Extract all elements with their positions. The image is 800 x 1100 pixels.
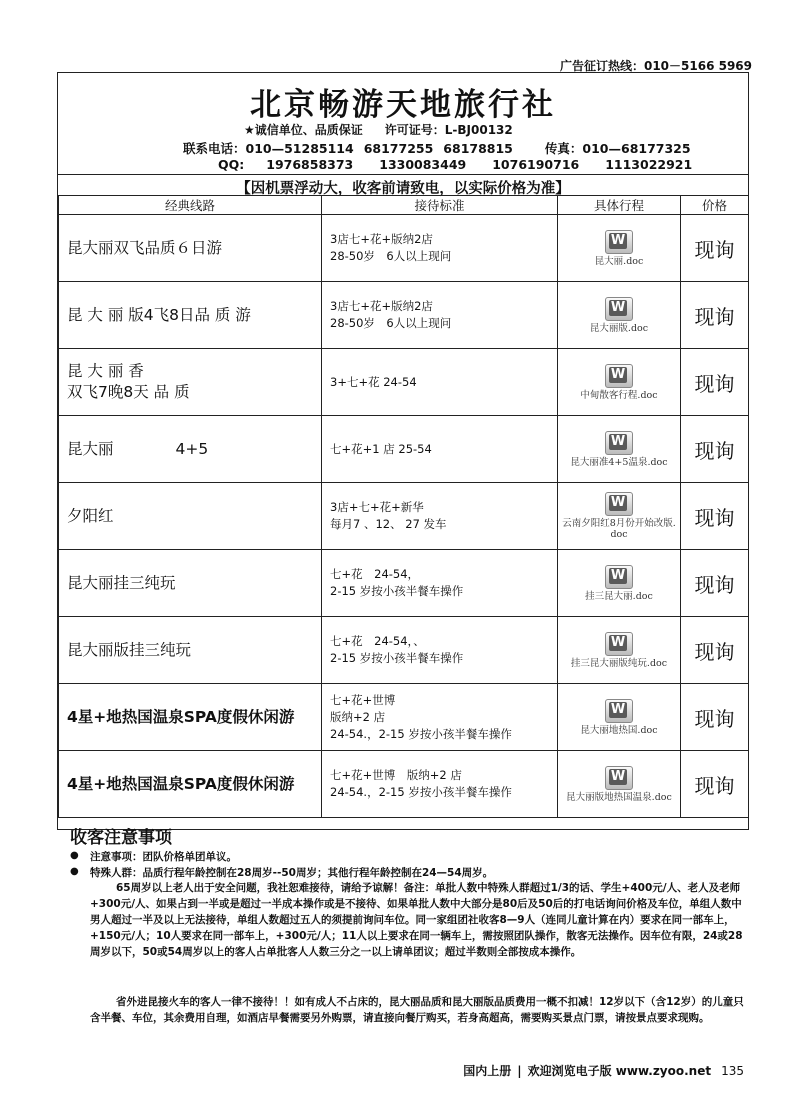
reception-standard bbox=[322, 617, 558, 684]
standard-line: 七+花+1 店 25-54 bbox=[330, 441, 432, 456]
contact-row bbox=[183, 139, 701, 157]
header-route: 经典线路 bbox=[59, 196, 322, 215]
table-row bbox=[59, 349, 749, 416]
tagline-row bbox=[244, 121, 513, 138]
itinerary-attachment[interactable] bbox=[558, 349, 681, 416]
attachment-filename[interactable]: 昆大丽准4+5温泉.doc bbox=[570, 456, 668, 468]
word-document-icon[interactable]: W bbox=[605, 492, 633, 516]
word-document-icon[interactable]: W bbox=[605, 632, 633, 656]
table-row bbox=[59, 751, 749, 818]
header-itinerary: 具体行程 bbox=[558, 196, 681, 215]
standard-line: 24-54.，2-15 岁按小孩半餐车操作 bbox=[330, 726, 512, 741]
word-document-icon[interactable]: W bbox=[605, 766, 633, 790]
route-name: 4星+地热国温泉SPA度假休闲游 bbox=[59, 751, 322, 818]
itinerary-attachment[interactable] bbox=[558, 550, 681, 617]
price-value: 现询 bbox=[681, 349, 749, 416]
route-name: 夕阳红 bbox=[59, 483, 322, 550]
table-row bbox=[59, 550, 749, 617]
table-row bbox=[59, 282, 749, 349]
header-price: 价格 bbox=[681, 196, 749, 215]
note-item-1: 注意事项：团队价格单团单议。 bbox=[90, 851, 237, 863]
attachment-filename[interactable]: 昆大丽.doc bbox=[594, 255, 644, 267]
reception-standard bbox=[322, 282, 558, 349]
attachment-filename[interactable]: 昆大丽版地热国温泉.doc bbox=[566, 791, 672, 803]
standard-line: 3店+七+花+新华 bbox=[330, 500, 424, 514]
route-name: 昆 大 丽 香 双飞7晚8天 品 质 bbox=[59, 349, 322, 416]
reception-standard bbox=[322, 349, 558, 416]
qq-1: 1976858373 bbox=[266, 157, 354, 172]
page-footer bbox=[463, 1062, 744, 1079]
qq-row bbox=[218, 157, 718, 172]
word-document-icon[interactable]: W bbox=[605, 230, 633, 254]
bullet-icon: ● bbox=[70, 850, 79, 861]
price-value: 现询 bbox=[681, 215, 749, 282]
phone-label: 联系电话： bbox=[183, 141, 246, 156]
itinerary-attachment[interactable] bbox=[558, 684, 681, 751]
standard-line: 24-54.，2-15 岁按小孩半餐车操作 bbox=[330, 785, 512, 799]
attachment-filename[interactable]: 中甸散客行程.doc bbox=[580, 389, 658, 401]
standard-line: 28-50岁 6人以上现问 bbox=[330, 316, 452, 330]
qq-4: 1113022921 bbox=[605, 157, 693, 172]
reception-standard bbox=[322, 483, 558, 550]
standard-line: 2-15 岁按小孩半餐车操作 bbox=[330, 651, 464, 665]
footer-slogan[interactable]: 欢迎浏览电子版 www.zyoo.net bbox=[527, 1064, 712, 1078]
word-document-icon[interactable]: W bbox=[605, 431, 633, 455]
table-row bbox=[59, 416, 749, 483]
price-value: 现询 bbox=[681, 751, 749, 818]
footer-section: 国内上册 bbox=[463, 1064, 512, 1078]
tagline: ★诚信单位、品质保证 bbox=[244, 123, 363, 137]
standard-line: 28-50岁 6人以上现问 bbox=[330, 249, 452, 263]
standard-line: 3店七+花+版纳2店 bbox=[330, 232, 433, 246]
table-header-row bbox=[59, 196, 749, 215]
standard-line: 版纳+2 店 bbox=[330, 709, 386, 724]
price-value: 现询 bbox=[681, 416, 749, 483]
route-name: 昆大丽 4+5 bbox=[59, 416, 322, 483]
note-paragraph-2: 省外进昆接火车的客人一律不接待！！如有成人不占床的，昆大丽品质和昆大丽版品质费用一概不扣减！12岁以下（含12岁）的儿童只含半餐、车位，其余费用自理，如酒店早餐需要另外购票，请直接向餐厅购买，若身高超高，需要购买景点门票，请按景点要求现购。 bbox=[90, 996, 744, 1024]
route-name: 4星+地热国温泉SPA度假休闲游 bbox=[59, 684, 322, 751]
table-row bbox=[59, 617, 749, 684]
reception-standard bbox=[322, 751, 558, 818]
price-value: 现询 bbox=[681, 684, 749, 751]
price-value: 现询 bbox=[681, 282, 749, 349]
table-row bbox=[59, 215, 749, 282]
note-item-2: 特殊人群：品质行程年龄控制在28周岁--50周岁；其他行程年龄控制在24—54周岁。 bbox=[90, 867, 494, 879]
price-value: 现询 bbox=[681, 550, 749, 617]
standard-line: 3+七+花 24-54 bbox=[330, 374, 417, 389]
table-row bbox=[59, 483, 749, 550]
fax-label: 传真： bbox=[544, 141, 583, 156]
standard-line: 七+花+世博 版纳+2 店 bbox=[330, 768, 462, 782]
ad-hotline: 广告征订热线：010－5166 5969 bbox=[559, 59, 752, 73]
itinerary-attachment[interactable] bbox=[558, 282, 681, 349]
itinerary-attachment[interactable] bbox=[558, 751, 681, 818]
reception-standard bbox=[322, 684, 558, 751]
footer-separator: | bbox=[517, 1064, 522, 1078]
bullet-icon: ● bbox=[70, 866, 79, 877]
word-document-icon[interactable]: W bbox=[605, 699, 633, 723]
word-document-icon[interactable]: W bbox=[605, 565, 633, 589]
route-name: 昆大丽挂三纯玩 bbox=[59, 550, 322, 617]
standard-line: 3店七+花+版纳2店 bbox=[330, 299, 433, 313]
standard-line: 每月7 、12、 27 发车 bbox=[330, 517, 447, 531]
reception-standard bbox=[322, 550, 558, 617]
price-notice: 【因机票浮动大，收客前请致电，以实际价格为准】 bbox=[58, 174, 748, 198]
reception-standard bbox=[322, 215, 558, 282]
fax-number: 010—68177325 bbox=[582, 141, 691, 156]
attachment-filename[interactable]: 挂三昆大丽版纯玩.doc bbox=[570, 657, 668, 669]
attachment-filename[interactable]: 挂三昆大丽.doc bbox=[585, 590, 653, 602]
attachment-filename[interactable]: 昆大丽版.doc bbox=[589, 322, 649, 334]
phone-1: 010—51285114 bbox=[245, 141, 354, 156]
agency-title: 北京畅游天地旅行社 bbox=[250, 87, 556, 123]
attachment-filename[interactable]: 云南夕阳红8月份开始改版.doc bbox=[562, 518, 676, 540]
standard-line: 七+花 24-54， bbox=[330, 567, 420, 581]
agency-panel bbox=[57, 72, 749, 830]
itinerary-attachment[interactable] bbox=[558, 215, 681, 282]
table-row bbox=[59, 684, 749, 751]
word-document-icon[interactable]: W bbox=[605, 297, 633, 321]
note-paragraph-1: 65周岁以上老人出于安全问题，我社恕难接待，请给予谅解！备注：单批人数中特殊人群超过1/3的话、学生+400元/人、老人及老师+300元/人、如果占到一半或是超过一半成本操作或是不接待、如果单批人数中大部分是80后及50后的打电话询问价格及车位，单组人数中男人超过一半及以上无法接待，单组人数超过五人的须提前询问车位。同一家组团社收客8—9人（连同儿童计算在内）要求在同一部车上，+150元/人；10人要求在同一部车上，+300元/人；11人以上要求在同一辆车上，需按照团队操作，散客无法操作。因车位有限，24或28周岁以下，50或54周岁以上的客人占单批客人人数三分之一以上请单团议；超过半数则全部按成本操作。 bbox=[90, 882, 743, 958]
routes-table bbox=[58, 195, 749, 818]
qq-2: 1330083449 bbox=[379, 157, 467, 172]
route-name: 昆 大 丽 版4飞8日品 质 游 bbox=[59, 282, 322, 349]
route-name: 昆大丽版挂三纯玩 bbox=[59, 617, 322, 684]
price-value: 现询 bbox=[681, 617, 749, 684]
itinerary-attachment[interactable] bbox=[558, 617, 681, 684]
phone-3: 68178815 bbox=[443, 141, 513, 156]
standard-line: 2-15 岁按小孩半餐车操作 bbox=[330, 584, 464, 598]
qq-label: QQ: bbox=[218, 157, 245, 172]
page-number: 135 bbox=[721, 1064, 744, 1078]
notes-title: 收客注意事项 bbox=[70, 828, 172, 848]
reception-standard bbox=[322, 416, 558, 483]
standard-line: 七+花+世博 bbox=[330, 692, 396, 707]
itinerary-attachment[interactable] bbox=[558, 483, 681, 550]
qq-3: 1076190716 bbox=[492, 157, 580, 172]
attachment-filename[interactable]: 昆大丽地热国.doc bbox=[580, 724, 658, 736]
license-number: 许可证号：L-BJ00132 bbox=[384, 123, 513, 137]
route-name: 昆大丽双飞品质６日游 bbox=[59, 215, 322, 282]
phone-2: 68177255 bbox=[363, 141, 434, 156]
price-value: 现询 bbox=[681, 483, 749, 550]
itinerary-attachment[interactable] bbox=[558, 416, 681, 483]
word-document-icon[interactable]: W bbox=[605, 364, 633, 388]
standard-line: 七+花 24-54，、 bbox=[330, 634, 425, 648]
header-standard: 接待标准 bbox=[322, 196, 558, 215]
